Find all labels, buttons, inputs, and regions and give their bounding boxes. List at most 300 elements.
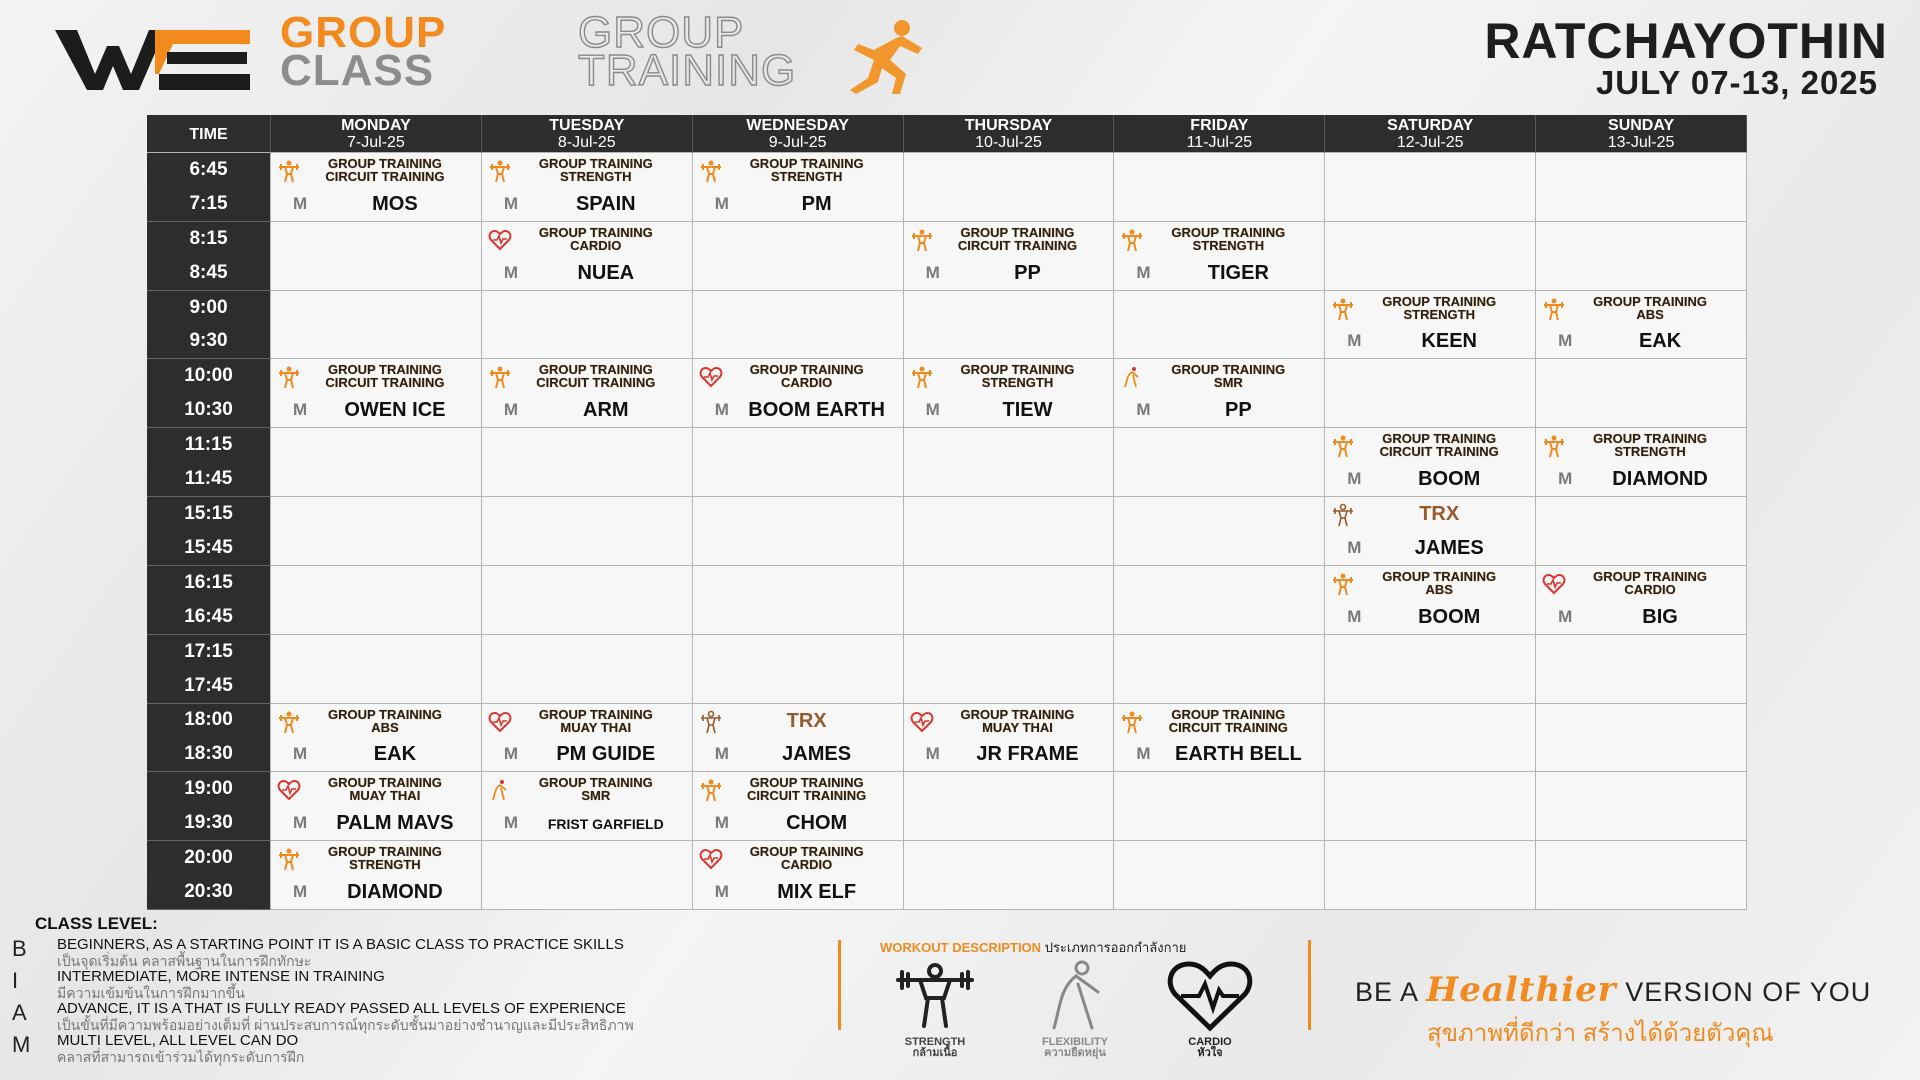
level-description-thai: มีความเข้มข้นในการฝึกมากขึ้น bbox=[57, 985, 245, 1001]
flexibility-icon bbox=[1030, 958, 1120, 1033]
level-description-thai: เป็นจุดเริ่มต้น คลาสพื้นฐานในการฝึกทักษะ bbox=[57, 953, 312, 969]
class-type: MUAY THAI bbox=[349, 788, 421, 804]
class-level: M bbox=[503, 744, 519, 764]
class-session[interactable] bbox=[482, 359, 693, 428]
class-title-line: GROUP TRAINING bbox=[327, 156, 442, 171]
class-level: M bbox=[714, 193, 729, 213]
class-header bbox=[488, 776, 688, 802]
trx-icon bbox=[1331, 503, 1355, 527]
class-header bbox=[1542, 570, 1742, 596]
class-header bbox=[277, 776, 477, 802]
dumbbell-icon bbox=[1542, 297, 1566, 321]
class-title bbox=[301, 363, 477, 389]
instructor-name: ARM bbox=[583, 399, 629, 422]
workout-description-title: WORKOUT DESCRIPTION ประเภทการออกกำลังกาย bbox=[880, 940, 1187, 955]
class-header bbox=[1120, 708, 1320, 734]
divider-left bbox=[838, 940, 841, 1030]
class-header bbox=[910, 363, 1110, 389]
time-end: 16:45 bbox=[184, 605, 233, 627]
branch-name: RATCHAYOTHIN bbox=[1484, 13, 1888, 69]
dumbbell-icon bbox=[1120, 710, 1144, 734]
time-start: 20:00 bbox=[184, 847, 233, 869]
class-level: M bbox=[293, 813, 308, 833]
day-date: 9-Jul-25 bbox=[768, 134, 827, 151]
flexibility-label: FLEXIBILITY ความยืดหยุ่น bbox=[1042, 1036, 1108, 1059]
class-title-line: GROUP TRAINING bbox=[1593, 431, 1708, 447]
class-session[interactable] bbox=[904, 704, 1115, 773]
class-level: M bbox=[925, 400, 940, 420]
schedule-cell bbox=[482, 566, 693, 635]
class-title bbox=[1144, 363, 1320, 389]
class-session[interactable] bbox=[271, 153, 482, 222]
class-title-line: GROUP TRAINING bbox=[749, 844, 864, 860]
class-title-line: GROUP TRAINING bbox=[1382, 568, 1497, 584]
class-session[interactable] bbox=[482, 704, 693, 773]
class-type: SMR bbox=[1213, 375, 1243, 391]
day-header-wednesday bbox=[693, 115, 904, 153]
class-session[interactable] bbox=[1114, 222, 1325, 291]
schedule-cell bbox=[904, 635, 1115, 704]
schedule-cell bbox=[904, 772, 1115, 841]
class-title-line: GROUP TRAINING bbox=[1593, 568, 1708, 584]
schedule-cell bbox=[693, 428, 904, 497]
class-session[interactable] bbox=[1114, 359, 1325, 428]
instructor-name: NUEA bbox=[577, 261, 635, 284]
schedule-cell bbox=[904, 566, 1115, 635]
day-date: 13-Jul-25 bbox=[1607, 134, 1675, 151]
trx-icon bbox=[699, 710, 723, 734]
time-end: 17:45 bbox=[184, 674, 233, 696]
class-title-line: GROUP TRAINING bbox=[1171, 706, 1286, 722]
time-start: 11:15 bbox=[184, 434, 233, 456]
class-header bbox=[1120, 226, 1320, 252]
schedule-cell bbox=[1536, 497, 1747, 566]
schedule-cell bbox=[482, 497, 693, 566]
class-header bbox=[277, 845, 477, 871]
time-start: 8:15 bbox=[189, 227, 228, 249]
schedule-cell bbox=[904, 291, 1115, 360]
time-end: 7:15 bbox=[189, 192, 228, 214]
class-title-line: GROUP TRAINING bbox=[538, 156, 653, 171]
schedule-cell bbox=[1114, 291, 1325, 360]
title-group-class: GROUP CLASS bbox=[280, 8, 447, 95]
time-end: 9:30 bbox=[189, 330, 228, 352]
schedule-cell bbox=[482, 841, 693, 910]
class-title bbox=[1566, 432, 1742, 458]
day-date: 11-Jul-25 bbox=[1186, 134, 1253, 151]
day-header-sunday bbox=[1536, 115, 1747, 153]
class-title-line: GROUP TRAINING bbox=[538, 362, 653, 378]
class-level: M bbox=[503, 262, 519, 282]
dumbbell-icon bbox=[699, 778, 723, 802]
class-level: M bbox=[1136, 262, 1151, 282]
class-title-line: GROUP TRAINING bbox=[1382, 431, 1497, 447]
day-name: SATURDAY bbox=[1387, 117, 1474, 134]
day-name: WEDNESDAY bbox=[746, 117, 849, 134]
class-level: M bbox=[503, 813, 519, 833]
strength-icon bbox=[890, 958, 980, 1033]
schedule-cell bbox=[1114, 566, 1325, 635]
class-title-line: GROUP TRAINING bbox=[960, 362, 1075, 378]
time-slot bbox=[147, 428, 271, 497]
schedule-cell bbox=[1325, 359, 1536, 428]
class-session[interactable] bbox=[1536, 428, 1747, 497]
instructor-name: PALM MAVS bbox=[336, 812, 454, 835]
level-description-thai: เป็นขั้นที่มีความพร้อมอย่างเต็มที่ ผ่านประสบการณ์ทุกระดับชั้นมาอย่างชำนาญและมีประสิทธิภาพ bbox=[57, 1017, 634, 1033]
class-title-line: GROUP TRAINING bbox=[1382, 293, 1497, 309]
class-session[interactable] bbox=[693, 772, 904, 841]
class-type: CIRCUIT TRAINING bbox=[536, 375, 656, 391]
class-session[interactable] bbox=[1325, 497, 1536, 566]
schedule-cell bbox=[1114, 428, 1325, 497]
time-start: 15:15 bbox=[184, 503, 233, 525]
class-title bbox=[512, 776, 688, 802]
class-session[interactable] bbox=[693, 359, 904, 428]
dumbbell-icon bbox=[910, 228, 934, 252]
class-session[interactable] bbox=[1536, 566, 1747, 635]
class-level-title: CLASS LEVEL: bbox=[35, 914, 158, 933]
class-session[interactable] bbox=[1536, 291, 1747, 360]
schedule-cell bbox=[271, 291, 482, 360]
class-session[interactable] bbox=[482, 222, 693, 291]
class-header bbox=[699, 363, 899, 389]
class-header bbox=[1331, 570, 1531, 596]
class-header bbox=[1542, 295, 1742, 321]
schedule-cell bbox=[1114, 153, 1325, 222]
schedule-cell bbox=[1536, 222, 1747, 291]
class-type: STRENGTH bbox=[1614, 444, 1686, 460]
heart-icon bbox=[277, 778, 301, 802]
time-slot bbox=[147, 359, 271, 428]
heart-icon bbox=[699, 365, 723, 389]
instructor-name: EAK bbox=[1638, 330, 1682, 353]
class-title-line: GROUP TRAINING bbox=[1593, 293, 1708, 309]
class-title-line: GROUP TRAINING bbox=[749, 362, 864, 378]
class-level: M bbox=[503, 193, 519, 213]
class-header bbox=[1120, 363, 1320, 389]
divider-right bbox=[1308, 940, 1311, 1030]
stretch-icon bbox=[1120, 365, 1144, 389]
day-header-tuesday bbox=[482, 115, 693, 153]
class-header bbox=[277, 157, 477, 183]
time-start: 6:45 bbox=[189, 158, 228, 180]
class-level: M bbox=[1347, 331, 1362, 351]
day-header-monday bbox=[271, 115, 482, 153]
class-header bbox=[1331, 295, 1531, 321]
level-description-thai: คลาสที่สามารถเข้าร่วมได้ทุกระดับการฝึก bbox=[57, 1049, 305, 1065]
dumbbell-icon bbox=[488, 159, 512, 183]
class-title bbox=[934, 226, 1110, 252]
schedule-cell bbox=[1114, 772, 1325, 841]
time-slot bbox=[147, 841, 271, 910]
schedule-cell bbox=[1536, 153, 1747, 222]
schedule-cell bbox=[1536, 772, 1747, 841]
schedule-cell bbox=[904, 428, 1115, 497]
day-name: FRIDAY bbox=[1190, 117, 1249, 134]
instructor-name: PP bbox=[1225, 399, 1252, 422]
class-header bbox=[1331, 501, 1531, 527]
time-end: 8:45 bbox=[189, 261, 228, 283]
slogan-thai: สุขภาพที่ดีกว่า สร้างได้ด้วยตัวคุณ bbox=[1427, 1020, 1774, 1047]
header bbox=[0, 0, 1920, 112]
class-title bbox=[934, 363, 1110, 389]
strength-label: STRENGTH กล้ามเนื้อ bbox=[904, 1036, 966, 1059]
class-title-line: GROUP TRAINING bbox=[1171, 224, 1286, 240]
class-session[interactable] bbox=[904, 222, 1115, 291]
class-type: ABS bbox=[371, 719, 399, 735]
class-session[interactable] bbox=[271, 772, 482, 841]
class-title bbox=[1355, 501, 1531, 527]
day-header-thursday bbox=[904, 115, 1115, 153]
heart-icon bbox=[699, 847, 723, 871]
class-type: STRENGTH bbox=[770, 169, 843, 184]
class-title-line: GROUP TRAINING bbox=[327, 775, 442, 791]
class-level: M bbox=[714, 813, 729, 833]
dumbbell-icon bbox=[910, 365, 934, 389]
class-title bbox=[512, 157, 688, 183]
class-session[interactable] bbox=[693, 153, 904, 222]
class-level: M bbox=[293, 400, 308, 420]
class-session[interactable] bbox=[271, 359, 482, 428]
class-title-line: GROUP TRAINING bbox=[1171, 362, 1286, 378]
cardio-icon bbox=[1165, 958, 1255, 1033]
schedule-cell bbox=[693, 497, 904, 566]
class-title bbox=[301, 157, 477, 183]
class-title bbox=[512, 226, 688, 252]
class-title-line: GROUP TRAINING bbox=[327, 362, 442, 378]
schedule-cell bbox=[693, 222, 904, 291]
class-type: CIRCUIT TRAINING bbox=[1168, 719, 1288, 735]
instructor-name: BOOM bbox=[1418, 605, 1481, 628]
class-type: STRENGTH bbox=[560, 169, 632, 184]
class-level: M bbox=[293, 193, 308, 213]
dumbbell-icon bbox=[277, 159, 301, 183]
heart-icon bbox=[910, 710, 934, 734]
class-header bbox=[699, 845, 899, 871]
dumbbell-icon bbox=[1542, 434, 1566, 458]
class-type: CARDIO bbox=[780, 375, 833, 391]
class-level: M bbox=[503, 400, 519, 420]
instructor-name: JR FRAME bbox=[976, 743, 1079, 766]
class-session[interactable] bbox=[693, 841, 904, 910]
time-end: 20:30 bbox=[184, 881, 233, 903]
class-session[interactable] bbox=[1325, 566, 1536, 635]
heart-icon bbox=[488, 228, 512, 252]
class-level: M bbox=[1347, 537, 1362, 557]
day-header-friday bbox=[1114, 115, 1325, 153]
class-title bbox=[1566, 295, 1742, 321]
class-type: CIRCUIT TRAINING bbox=[1379, 444, 1499, 460]
schedule-cell bbox=[1325, 635, 1536, 704]
title-group-training-outline: GROUP TRAINING bbox=[578, 8, 797, 95]
heart-icon bbox=[488, 710, 512, 734]
instructor-name: DIAMOND bbox=[347, 881, 443, 903]
instructor-name: EAK bbox=[373, 743, 417, 766]
level-description: BEGINNERS, AS A STARTING POINT IT IS A BASIC CLASS TO PRACTICE SKILLS bbox=[57, 936, 624, 953]
time-slot bbox=[147, 497, 271, 566]
class-header bbox=[699, 708, 899, 734]
schedule-cell bbox=[271, 428, 482, 497]
schedule-cell bbox=[693, 635, 904, 704]
schedule-cell bbox=[1114, 841, 1325, 910]
instructor-name: CHOM bbox=[786, 812, 848, 835]
day-date: 8-Jul-25 bbox=[557, 134, 616, 151]
time-end: 15:45 bbox=[184, 536, 233, 558]
time-start: 19:00 bbox=[184, 778, 233, 800]
instructor-name: TIEW bbox=[1002, 399, 1053, 422]
schedule-cell bbox=[1114, 635, 1325, 704]
class-type: MUAY THAI bbox=[982, 719, 1053, 735]
level-letter: M bbox=[12, 1032, 31, 1057]
class-title bbox=[1355, 432, 1531, 458]
time-slot bbox=[147, 772, 271, 841]
class-header bbox=[488, 708, 688, 734]
class-header bbox=[699, 157, 899, 183]
level-letter: B bbox=[12, 936, 27, 961]
class-title bbox=[512, 363, 688, 389]
class-level: M bbox=[1558, 606, 1573, 626]
instructor-name: EARTH BELL bbox=[1175, 743, 1302, 766]
class-title-line: GROUP TRAINING bbox=[327, 706, 442, 722]
day-date: 12-Jul-25 bbox=[1396, 134, 1464, 151]
class-title bbox=[1355, 570, 1531, 596]
class-title bbox=[1144, 226, 1320, 252]
schedule-cell bbox=[1114, 497, 1325, 566]
class-title bbox=[1144, 708, 1320, 734]
class-header bbox=[1542, 432, 1742, 458]
class-session[interactable] bbox=[904, 359, 1115, 428]
dumbbell-icon bbox=[277, 710, 301, 734]
day-name: MONDAY bbox=[341, 117, 411, 134]
time-header: TIME bbox=[147, 115, 271, 153]
schedule-cell bbox=[693, 566, 904, 635]
class-level: M bbox=[925, 262, 940, 282]
time-end: 19:30 bbox=[184, 812, 233, 834]
class-level: M bbox=[925, 744, 940, 764]
class-title bbox=[301, 845, 477, 871]
class-title bbox=[1566, 570, 1742, 596]
class-session[interactable] bbox=[271, 841, 482, 910]
class-title bbox=[723, 776, 899, 802]
instructor-name: DIAMOND bbox=[1612, 468, 1708, 491]
time-slot bbox=[147, 291, 271, 360]
instructor-name: PP bbox=[1014, 261, 1041, 284]
class-title-line: GROUP TRAINING bbox=[749, 156, 864, 171]
schedule-cell bbox=[482, 428, 693, 497]
time-start: 18:00 bbox=[184, 709, 233, 731]
day-date: 7-Jul-25 bbox=[347, 134, 405, 151]
schedule-cell bbox=[482, 635, 693, 704]
date-range: JULY 07-13, 2025 bbox=[1595, 64, 1878, 101]
dumbbell-icon bbox=[277, 365, 301, 389]
schedule-cell bbox=[1536, 635, 1747, 704]
instructor-name: PM GUIDE bbox=[556, 743, 656, 766]
time-start: 16:15 bbox=[184, 571, 233, 593]
class-title bbox=[512, 708, 688, 734]
class-level: M bbox=[1347, 606, 1362, 626]
class-title bbox=[301, 708, 477, 734]
class-level: M bbox=[714, 744, 729, 764]
schedule-cell bbox=[904, 153, 1115, 222]
class-header bbox=[910, 708, 1110, 734]
class-type: SMR bbox=[581, 788, 611, 804]
class-header bbox=[277, 708, 477, 734]
class-session[interactable] bbox=[1114, 704, 1325, 773]
schedule-cell bbox=[271, 222, 482, 291]
cardio-label: CARDIO หัวใจ bbox=[1188, 1036, 1232, 1059]
day-header-saturday bbox=[1325, 115, 1536, 153]
dumbbell-icon bbox=[1331, 572, 1355, 596]
schedule-cell bbox=[1536, 704, 1747, 773]
dumbbell-icon bbox=[488, 365, 512, 389]
schedule-cell bbox=[904, 841, 1115, 910]
class-type: CIRCUIT TRAINING bbox=[957, 237, 1078, 253]
dumbbell-icon bbox=[699, 159, 723, 183]
class-session[interactable] bbox=[271, 704, 482, 773]
schedule-cell bbox=[1325, 222, 1536, 291]
class-title bbox=[934, 708, 1110, 734]
class-type: STRENGTH bbox=[981, 375, 1054, 391]
schedule-cell bbox=[271, 635, 482, 704]
we-logo-icon bbox=[55, 22, 250, 92]
class-session[interactable] bbox=[1325, 428, 1536, 497]
class-header bbox=[277, 363, 477, 389]
dumbbell-icon bbox=[1331, 434, 1355, 458]
class-type: ABS bbox=[1636, 306, 1664, 322]
class-type: CIRCUIT TRAINING bbox=[325, 375, 445, 391]
class-title-line: TRX bbox=[786, 709, 827, 732]
class-title-line: GROUP TRAINING bbox=[538, 775, 653, 791]
class-header bbox=[699, 776, 899, 802]
class-session[interactable] bbox=[482, 772, 693, 841]
heart-icon bbox=[1542, 572, 1566, 596]
class-title-line: GROUP TRAINING bbox=[749, 775, 864, 791]
time-slot bbox=[147, 704, 271, 773]
class-session[interactable] bbox=[482, 153, 693, 222]
class-type: CARDIO bbox=[570, 237, 622, 253]
instructor-name: BOOM bbox=[1418, 468, 1481, 491]
schedule-cell bbox=[271, 566, 482, 635]
class-level: M bbox=[1136, 400, 1151, 420]
class-type: ABS bbox=[1425, 581, 1453, 597]
class-level: M bbox=[714, 400, 729, 420]
class-level: M bbox=[1558, 331, 1573, 351]
class-session[interactable] bbox=[1325, 291, 1536, 360]
instructor-name: KEEN bbox=[1421, 330, 1477, 353]
class-title bbox=[723, 157, 899, 183]
class-type: CARDIO bbox=[1624, 581, 1676, 597]
level-letter: I bbox=[12, 968, 19, 993]
time-end: 11:45 bbox=[184, 468, 233, 490]
class-type: STRENGTH bbox=[1403, 306, 1475, 322]
slogan: BE A Healthier VERSION OF YOU bbox=[1355, 970, 1872, 1010]
time-slot bbox=[147, 222, 271, 291]
schedule-cell bbox=[1325, 704, 1536, 773]
class-type: STRENGTH bbox=[349, 857, 421, 873]
level-description: ADVANCE, IT IS A THAT IS FULLY READY PASSED ALL LEVELS OF EXPERIENCE bbox=[57, 1000, 626, 1017]
instructor-name: BIG bbox=[1642, 605, 1678, 628]
class-title-line: GROUP TRAINING bbox=[960, 224, 1075, 240]
class-type: CIRCUIT TRAINING bbox=[747, 788, 867, 804]
day-name: SUNDAY bbox=[1608, 117, 1675, 134]
class-session[interactable] bbox=[693, 704, 904, 773]
stretch-icon bbox=[488, 778, 512, 802]
class-level: M bbox=[1136, 744, 1151, 764]
instructor-name: JAMES bbox=[1414, 536, 1484, 559]
time-start: 17:15 bbox=[184, 640, 233, 662]
day-name: THURSDAY bbox=[964, 117, 1053, 134]
class-type: CARDIO bbox=[780, 857, 833, 873]
